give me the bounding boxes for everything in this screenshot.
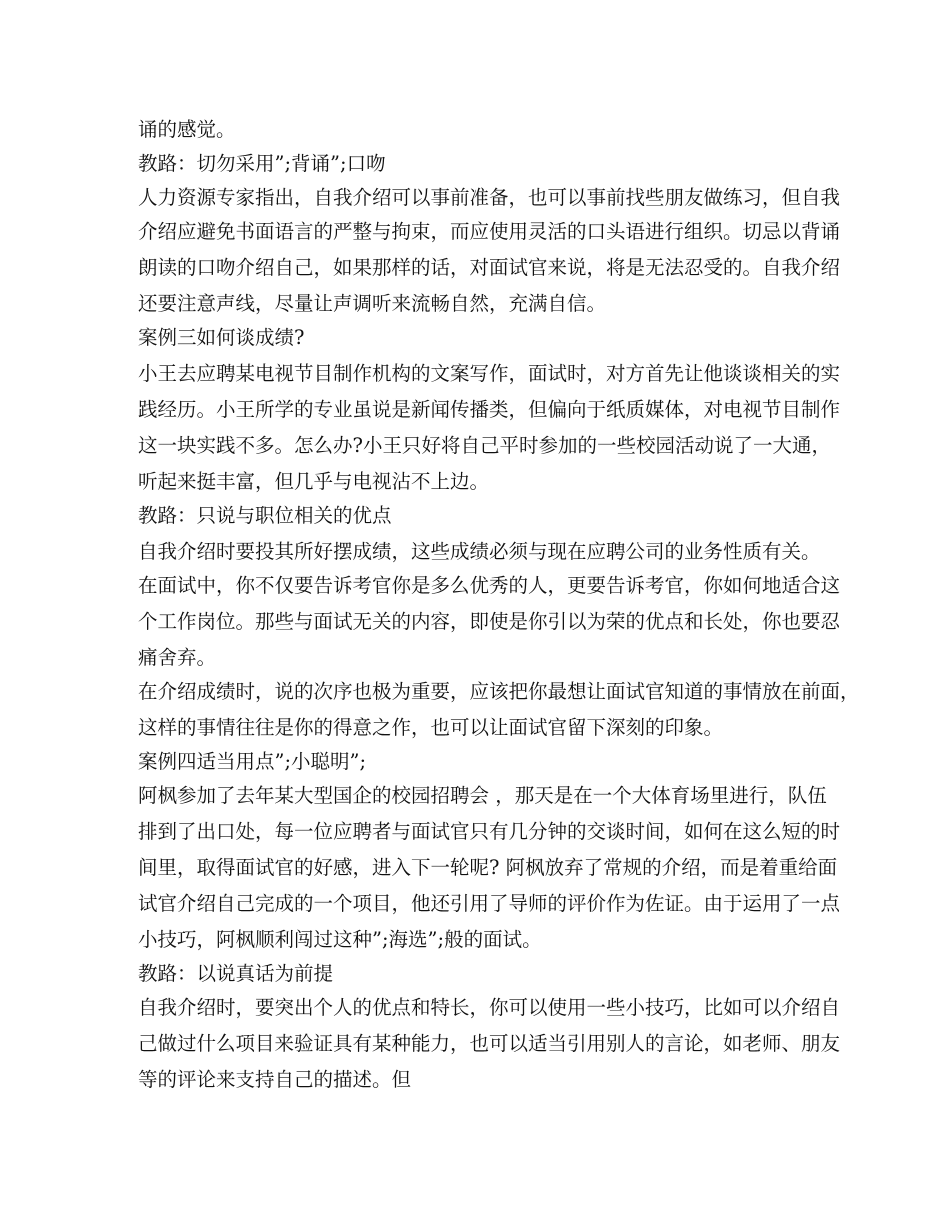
text-line: 排到了出口处，每一位应聘者与面试官只有几分钟的交谈时间，如何在这么短的时 <box>138 820 841 843</box>
text-line: 痛舍弃。 <box>138 646 217 669</box>
section-heading: 案例四适当用点”;小聪明”; <box>138 750 367 773</box>
text-line: 这一块实践不多。怎么办?小王只好将自己平时参加的一些校园活动说了一大通， <box>138 434 831 457</box>
section-heading: 教路：以说真话为前提 <box>138 962 334 985</box>
text-line: 小王去应聘某电视节目制作机构的文案写作，面试时，对方首先让他谈谈相关的实 <box>138 362 841 385</box>
text-line: 试官介绍自己完成的一个项目，他还引用了导师的评价作为佐证。由于运用了一点 <box>138 892 841 915</box>
text-line: 在介绍成绩时，说的次序也极为重要，应该把你最想让面试官知道的事情放在前面， <box>138 680 860 703</box>
text-line: 听起来挺丰富，但几乎与电视沾不上边。 <box>138 470 490 493</box>
text-line: 还要注意声线，尽量让声调听来流畅自然，充满自信。 <box>138 292 607 315</box>
text-line: 己做过什么项目来验证具有某种能力，也可以适当引用别人的言论，如老师、朋友 <box>138 1032 841 1055</box>
text-line: 在面试中，你不仅要告诉考官你是多么优秀的人，更要告诉考官，你如何地适合这 <box>138 574 841 597</box>
text-line: 自我介绍时，要突出个人的优点和特长，你可以使用一些小技巧，比如可以介绍自 <box>138 996 841 1019</box>
text-line: 小技巧，阿枫顺利闯过这种”;海选”;般的面试。 <box>138 928 542 951</box>
section-heading: 教路：只说与职位相关的优点 <box>138 504 392 527</box>
text-line: 这样的事情往往是你的得意之作，也可以让面试官留下深刻的印象。 <box>138 716 724 739</box>
text-line: 介绍应避免书面语言的严整与拘束，而应使用灵活的口头语进行组织。切忌以背诵 <box>138 220 841 243</box>
text-line: 人力资源专家指出，自我介绍可以事前准备，也可以事前找些朋友做练习，但自我 <box>138 186 841 209</box>
text-line: 朗读的口吻介绍自己，如果那样的话，对面试官来说，将是无法忍受的。自我介绍 <box>138 256 841 279</box>
text-line: 自我介绍时要投其所好摆成绩，这些成绩必须与现在应聘公司的业务性质有关。 <box>138 540 821 563</box>
text-line: 诵的感觉。 <box>138 118 236 141</box>
text-line: 等的评论来支持自己的描述。但 <box>138 1068 412 1091</box>
section-heading: 教路：切勿采用”;背诵”;口吻 <box>138 152 386 175</box>
text-line: 践经历。小王所学的专业虽说是新闻传播类，但偏向于纸质媒体，对电视节目制作 <box>138 398 841 421</box>
text-line: 间里，取得面试官的好感，进入下一轮呢? 阿枫放弃了常规的介绍，而是着重给面 <box>138 856 838 879</box>
text-line: 个工作岗位。那些与面试无关的内容，即使是你引以为荣的优点和长处，你也要忍 <box>138 610 841 633</box>
text-line: 阿枫参加了去年某大型国企的校园招聘会 ，那天是在一个大体育场里进行，队伍 <box>138 784 827 807</box>
section-heading: 案例三如何谈成绩? <box>138 326 305 349</box>
